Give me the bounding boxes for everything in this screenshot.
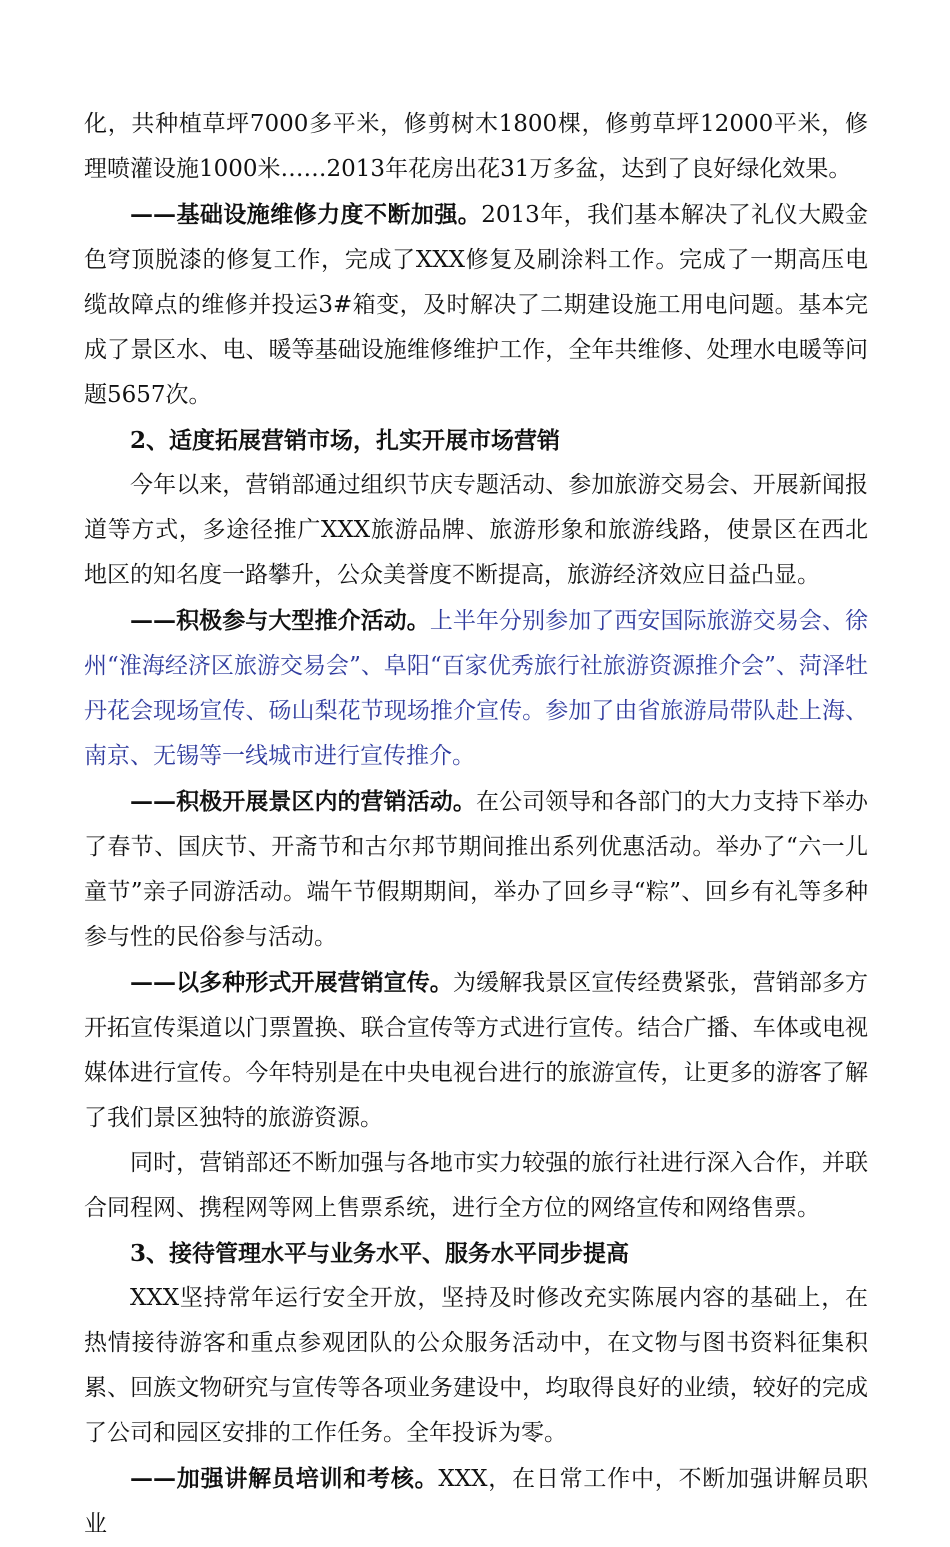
paragraph-body: 为缓解我景区宣传经费紧张，营销部多方开拓宣传渠道以门票置换、联合宣传等方式进行宣传。结合广播、车体或电视媒体进行宣传。今年特别是在中央电视台进行的旅游宣传，让更多的游客了解了我们景区独特的旅游资源。 [84,970,869,1131]
paragraph-body-highlighted: 上半年分别参加了西安国际旅游交易会、徐州“淮海经济区旅游交易会”、阜阳“百家优秀旅行社旅游资源推介会”、菏泽牡丹花会现场宣传、砀山梨花节现场推介宣传。参加了由省旅游局带队赴上海、南京、无锡等一线城市进行宣传推介。 [84,608,869,769]
paragraph-body: 在公司领导和各部门的大力支持下举办了春节、国庆节、开斋节和古尔邦节期间推出系列优惠活动。举办了“六一儿童节”亲子同游活动。端午节假期期间，举办了回乡寻“粽”、回乡有礼等多种参与性的民俗参与活动。 [84,789,869,950]
document-page [84,102,868,1547]
section-heading-marketing: 2、适度拓展营销市场，扎实开展市场营销 [130,427,561,454]
paragraph-body: XXX，在日常工作中，不断加强讲解员职业 [84,1466,868,1537]
paragraph-heading: ——积极开展景区内的营销活动。 [130,788,476,815]
paragraph-heading: ——基础设施维修力度不断加强。 [130,201,482,228]
paragraph-body: 2013年，我们基本解决了礼仪大殿金色穹顶脱漆的修复工作，完成了XXX修复及刷涂料工作。完成了一期高压电缆故障点的维修并投运3#箱变，及时解决了二期建设施工用电问题。基本完成了景区水、电、暖等基础设施维修维护工作，全年共维修、处理水电暖等问题5657次。 [84,202,868,408]
paragraph-heading: ——加强讲解员培训和考核。 [130,1465,439,1492]
paragraph-reception-management: XXX坚持常年运行安全开放，坚持及时修改充实陈展内容的基础上，在热情接待游客和重点参观团队的公众服务活动中，在文物与图书资料征集积累、回族文物研究与宣传等各项业务建设中，均取得良好的业绩，较好的完成了公司和园区安排的工作任务。全年投诉为零。 [84,1285,868,1446]
paragraph-onsite-marketing [84,779,868,960]
paragraph-promotion-events [84,598,868,779]
section-heading-reception: 3、接待管理水平与业务水平、服务水平同步提高 [130,1240,630,1267]
paragraph-greening: 化，共种植草坪7000多平米，修剪树木1800棵，修剪草坪12000平米，修理喷灌设施1000米……2013年花房出花31万多盆，达到了良好绿化效果。 [84,111,868,182]
paragraph-marketing-publicity [84,960,868,1141]
paragraph-heading: ——积极参与大型推介活动。 [130,607,430,634]
paragraph-marketing-intro: 今年以来，营销部通过组织节庆专题活动、参加旅游交易会、开展新闻报道等方式，多途径推广XXX旅游品牌、旅游形象和旅游线路，使景区在西北地区的知名度一路攀升，公众美誉度不断提高，旅游经济效应日益凸显。 [84,472,868,588]
paragraph-online-sales: 同时，营销部还不断加强与各地市实力较强的旅行社进行深入合作，并联合同程网、携程网等网上售票系统，进行全方位的网络宣传和网络售票。 [84,1150,868,1221]
paragraph-heading: ——以多种形式开展营销宣传。 [130,969,453,996]
paragraph-infrastructure [84,192,868,418]
paragraph-guide-training [84,1456,868,1547]
